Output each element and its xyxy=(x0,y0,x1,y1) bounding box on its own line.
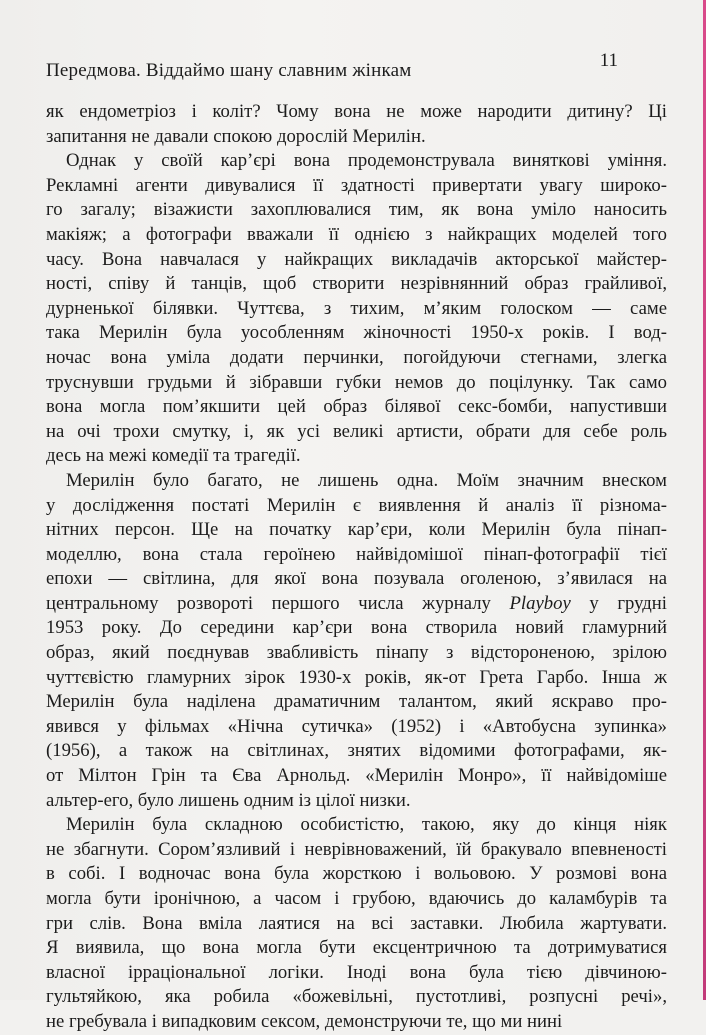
text-line: макіяж; а фотографи вважали її однією з найкращих моделей того xyxy=(46,223,667,245)
text-line: моделлю, вона стала героїнею найвідомішої пінап-фотографії тієї xyxy=(46,543,667,565)
text-line: у дослідження постаті Мерилін є виявлення й аналіз її різнома- xyxy=(46,494,667,516)
text-line: чуттєвістю гламурних зірок 1930-х років, як-от Грета Гарбо. Інша ж xyxy=(46,666,667,688)
text-line: така Мерилін була уособленням жіночності 1950-х років. І вод- xyxy=(46,322,667,344)
text-line: (1956), а також на світлинах, знятих відомими фотографами, як- xyxy=(46,740,667,762)
text-line: могла бути іронічною, а часом і грубою, вдаючись до каламбурів та xyxy=(46,888,667,909)
text-line: не збагнути. Сором’язливий і неврівноважений, їй бракувало впевненості xyxy=(46,838,667,860)
text-line: в собі. І водночас вона була жорсткою і вольовою. У розмові вона xyxy=(46,863,667,885)
text-line: гультяйкою, яка робила «божевільні, пустотливі, розпусні речі», xyxy=(46,986,667,1008)
text-line: от Мілтон Грін та Єва Арнольд. «Мерилін Монро», її найвідоміше xyxy=(46,765,667,787)
text-line: Однак у своїй кар’єрі вона продемонструвала виняткові уміння. xyxy=(66,150,667,172)
text-line: явився у фільмах «Нічна сутичка» (1952) і «Автобусна зупинка» xyxy=(46,715,667,737)
text-line: Мерилін була наділена драматичним талантом, який яскраво про- xyxy=(46,691,667,713)
text-line: як ендометріоз і коліт? Чому вона не може народити дитину? Ці xyxy=(46,101,667,122)
text-line: Мерилін була складною особистістю, такою, яку до кінця ніяк xyxy=(66,814,667,836)
running-header: Передмова. Віддаймо шану славним жінкам xyxy=(46,60,412,81)
text-line: вона могла пом’якшити цей образ білявої секс-бомби, напустивши xyxy=(46,396,667,418)
text-line: ночас вона уміла додати перчинки, погойдуючи стегнами, злегка xyxy=(46,346,667,368)
text-line: образ, який поєднував звабливість пінапу з відстороненою, зрілою xyxy=(46,642,667,664)
text-line: Я виявила, що вона могла бути ексцентричною та дотримуватися xyxy=(46,937,667,959)
text-line: гри слів. Вона вміла лаятися на всі заставки. Любила жартувати. xyxy=(46,912,667,934)
text-line: Мерилін було багато, не лишень одна. Моїм значним внеском xyxy=(66,469,667,491)
text-line: часу. Вона навчалася у найкращих викладачів акторської майстер- xyxy=(46,248,667,270)
text-line: труснувши грудьми й зібравши губки немов до поцілунку. Так само xyxy=(46,371,667,393)
text-line: запитання не давали спокою дорослій Мерилін. xyxy=(46,125,426,147)
text-line: власної ірраціональної логіки. Іноді вона була тією дівчиною- xyxy=(46,961,667,983)
page-number: 11 xyxy=(599,50,618,71)
text-line: Рекламні агенти дивувалися її здатності привертати увагу широко- xyxy=(46,174,667,196)
text-line: десь на межі комедії та трагедії. xyxy=(46,445,301,467)
text-line: дурненької білявки. Чуттєва, з тихим, м’яким голоском — саме xyxy=(46,297,667,319)
paragraph xyxy=(46,813,667,1034)
text-line: альтер-его, було лишень одним із цілої низки. xyxy=(46,789,411,811)
text-line: нітних персон. Ще на початку кар’єри, коли Мерилін була пінап- xyxy=(46,519,667,541)
text-line: епохи — світлина, для якої вона позувала оголеною, з’явилася на xyxy=(46,568,667,590)
text-line: 1953 року. До середини кар’єри вона створила новий гламурний xyxy=(46,617,667,639)
text-line: центральному розвороті першого числа журналу Playboy у грудні xyxy=(46,592,667,614)
paragraph xyxy=(46,149,667,469)
body-text xyxy=(46,100,667,1035)
text-line: не гребувала і випадковим сексом, демонструючи те, що ми нині xyxy=(46,1010,563,1032)
text-line: ності, співу й танців, щоб створити незрівнянний образ грайливої, xyxy=(46,273,667,295)
paragraph xyxy=(46,100,667,149)
paragraph xyxy=(46,469,667,813)
text-line: го загалу; візажисти захоплювалися тим, як вона уміло наносить xyxy=(46,199,667,221)
text-line: на очі трохи смутку, і, як усі великі артисти, обрати для себе роль xyxy=(46,420,667,442)
